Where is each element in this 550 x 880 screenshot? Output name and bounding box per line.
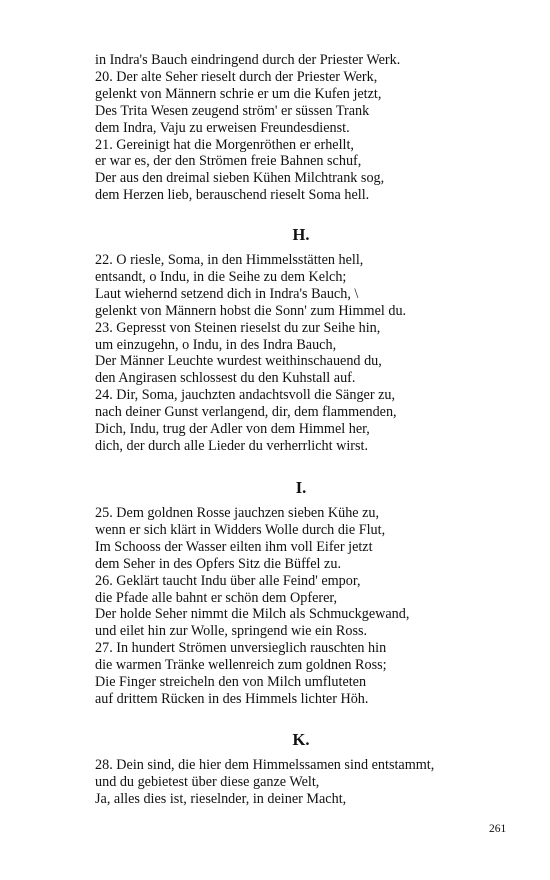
verse-line: gelenkt von Männern hobst die Sonn' zum Himmel du.: [95, 302, 407, 319]
verse-line: gelenkt von Männern schrie er um die Kufen jetzt,: [95, 85, 382, 102]
verse-block-k: [95, 757, 515, 808]
verse-block-h: [95, 252, 515, 455]
page-number: 261: [489, 823, 507, 835]
verse-line: wenn er sich klärt in Widders Wolle durch die Flut,: [95, 521, 386, 538]
verse-line: 24. Dir, Soma, jauchzten andachtsvoll die Sänger zu,: [95, 387, 396, 404]
verse-line: auf drittem Rücken in des Himmels lichter Höh.: [95, 690, 369, 707]
verse-line: 20. Der alte Seher rieselt durch der Priester Werk,: [95, 68, 378, 85]
verse-line: Der Männer Leuchte wurdest weithinschauend du,: [95, 353, 382, 370]
verse-line: 27. In hundert Strömen unversieglich rauschten hin: [95, 640, 387, 657]
verse-line: Der aus den dreimal sieben Kühen Milchtrank sog,: [95, 170, 385, 187]
verse-line: 21. Gereinigt hat die Morgenröthen er erhellt,: [95, 136, 354, 153]
verse-line: Des Trita Wesen zeugend ström' er süssen Trank: [95, 102, 370, 119]
verse-block-continuation: [95, 52, 515, 204]
verse-line: die Pfade alle bahnt er schön dem Opferer,: [95, 589, 338, 606]
verse-line: dem Seher in des Opfers Sitz die Büffel zu.: [95, 555, 341, 572]
verse-line: 23. Gepresst von Steinen rieselst du zur Seihe hin,: [95, 319, 381, 336]
verse-line: Im Schooss der Wasser eilten ihm voll Eifer jetzt: [95, 538, 373, 555]
verse-line: Der holde Seher nimmt die Milch als Schmuckgewand,: [95, 606, 410, 623]
verse-line: nach deiner Gunst verlangend, dir, dem flammenden,: [95, 404, 397, 421]
verse-line: Die Finger streicheln den von Milch umfluteten: [95, 674, 367, 691]
verse-line: und du gebietest über diese ganze Welt,: [95, 773, 320, 790]
verse-line: er war es, der den Strömen freie Bahnen schuf,: [95, 153, 362, 170]
section-heading-k: K.: [292, 730, 310, 749]
verse-line: Laut wiehernd setzend dich in Indra's Bauch, \: [95, 285, 359, 302]
section-heading-h: H.: [292, 225, 310, 244]
verse-block-i: [95, 505, 515, 708]
verse-line: dem Indra, Vaju zu erweisen Freundesdienst.: [95, 119, 350, 136]
verse-line: entsandt, o Indu, in die Seihe zu dem Kelch;: [95, 268, 347, 285]
verse-line: um einzugehn, o Indu, in des Indra Bauch,: [95, 336, 337, 353]
verse-line: Dich, Indu, trug der Adler von dem Himmel her,: [95, 421, 370, 438]
verse-line: 28. Dein sind, die hier dem Himmelssamen sind entstammt,: [95, 757, 435, 773]
verse-line: 22. O riesle, Soma, in den Himmelsstätten hell,: [95, 252, 364, 268]
verse-line: 25. Dem goldnen Rosse jauchzen sieben Kühe zu,: [95, 505, 380, 521]
verse-line: dem Herzen lieb, berauschend rieselt Soma hell.: [95, 187, 370, 204]
section-heading-i: I.: [295, 478, 307, 497]
verse-line: 26. Geklärt taucht Indu über alle Feind' empor,: [95, 572, 361, 589]
verse-line: in Indra's Bauch eindringend durch der Priester Werk.: [95, 52, 401, 68]
verse-line: dich, der durch alle Lieder du verherrlicht wirst.: [95, 437, 368, 454]
verse-line: den Angirasen schlossest du den Kuhstall auf.: [95, 370, 356, 387]
verse-line: die warmen Tränke wellenreich zum goldnen Ross;: [95, 657, 387, 674]
verse-line: und eilet hin zur Wolle, springend wie ein Ross.: [95, 623, 368, 640]
verse-line: Ja, alles dies ist, rieselnder, in deiner Macht,: [95, 790, 347, 807]
